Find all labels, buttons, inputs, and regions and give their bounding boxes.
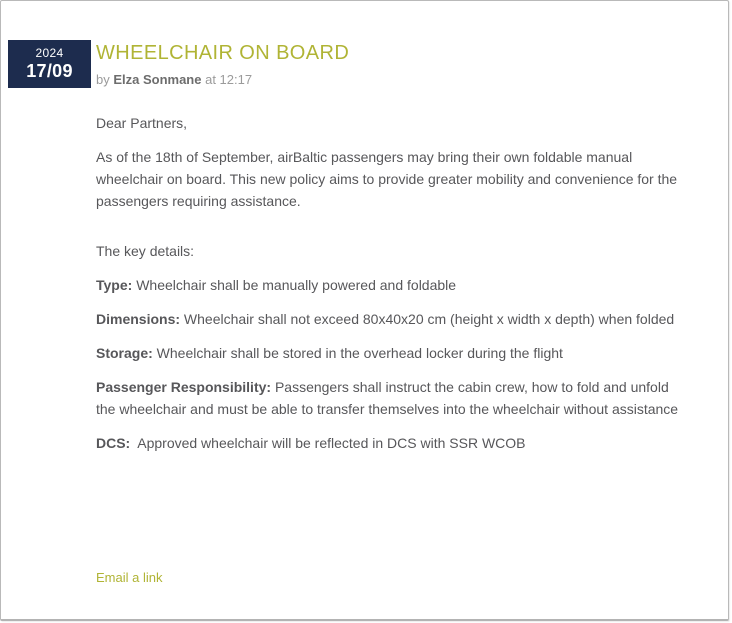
page-title: WHEELCHAIR ON BOARD [96,42,350,64]
detail-dcs-text: Approved wheelchair will be reflected in DCS with SSR WCOB [130,435,526,451]
date-badge-day: 17/09 [26,61,73,81]
author-name: Elza Sonmane [113,72,202,87]
detail-type-text: Wheelchair shall be manually powered and foldable [132,277,457,293]
detail-dcs-label: DCS: [96,435,131,451]
date-badge [8,40,91,88]
greeting-paragraph: Dear Partners, [96,115,188,131]
detail-storage [96,342,692,364]
detail-storage-text: Wheelchair shall be stored in the overhead locker during the flight [152,345,563,361]
email-link[interactable]: Email a link [96,570,163,585]
detail-passenger-responsibility-text: Passengers shall instruct the cabin crew, how to fold and unfold the wheelchair and must be able to transfer themselves into the wheelchair without assistance [96,379,679,417]
detail-type [96,274,692,296]
detail-dimensions-text: Wheelchair shall not exceed 80x40x20 cm (height x width x depth) when folded [180,311,675,327]
byline-time: at 12:17 [201,72,253,87]
detail-passenger-responsibility [96,376,692,420]
date-badge-year: 2024 [35,46,64,60]
detail-passenger-responsibility-label: Passenger Responsibility: [96,379,272,395]
byline-prefix: by [96,72,114,87]
details-heading: The key details: [96,243,195,259]
byline [96,72,692,88]
article-body [96,43,692,454]
detail-dcs [96,432,692,454]
intro-paragraph: As of the 18th of September, airBaltic passengers may bring their own foldable manual wheelchair on board. This new policy aims to provide greater mobility and convenience for the passengers requiring assistance. [96,149,678,209]
detail-dimensions-label: Dimensions: [96,311,181,327]
detail-storage-label: Storage: [96,345,153,361]
detail-type-label: Type: [96,277,133,293]
detail-dimensions [96,308,692,330]
